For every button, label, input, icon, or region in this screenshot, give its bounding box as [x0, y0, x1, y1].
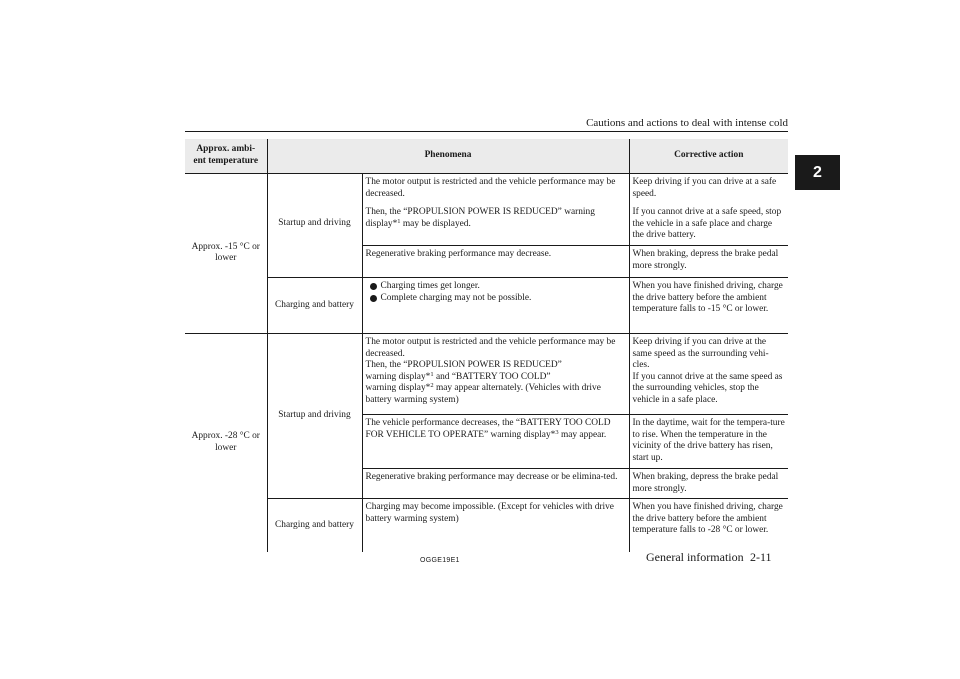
- column-header-phenomena: Phenomena: [267, 139, 629, 174]
- header-rule: [185, 131, 788, 132]
- action-cell: When braking, depress the brake pedal more strongly.: [629, 245, 788, 277]
- phenomena-text-part: warning display*: [365, 383, 431, 394]
- condition-charging-battery: Charging and battery: [267, 277, 362, 333]
- phenomena-text-part: and “BATTERY TOO COLD”: [433, 371, 551, 382]
- action-cell: In the daytime, wait for the tempera-ture to rise. When the temperature in the vicinity of the drive battery has risen, start up.: [629, 414, 788, 468]
- table-row: [185, 333, 788, 414]
- phenomena-text: [366, 372, 626, 384]
- document-code: OGGE19E1: [420, 557, 460, 564]
- action-cell: When you have finished driving, charge the drive battery before the ambient temperature falls to -28 °C or lower.: [629, 499, 788, 552]
- bullet-text: Charging times get longer.: [380, 280, 480, 291]
- action-cell: [629, 333, 788, 414]
- phenomena-text: [366, 383, 626, 406]
- condition-charging-battery: Charging and battery: [267, 499, 362, 552]
- condition-startup-driving: Startup and driving: [267, 333, 362, 498]
- chapter-tab: 2: [795, 155, 840, 190]
- action-text: If you cannot drive at the same speed as the surrounding vehicles, stop the vehicle in a safe place.: [632, 371, 783, 405]
- table-row: [185, 174, 788, 246]
- action-text: If you cannot drive at a safe speed, stop the vehicle in a safe place and charge the drive battery.: [632, 207, 782, 241]
- temperature-minus28-line2: lower: [215, 442, 237, 453]
- phenomena-cell: Charging may become impossible. (Except for vehicles with drive battery warming system): [362, 499, 629, 552]
- temperature-minus15-line1: Approx. -15 °C or: [191, 241, 260, 252]
- phenomena-text: The motor output is restricted and the vehicle performance may be decreased.: [365, 336, 616, 359]
- column-header-temperature: [185, 139, 267, 174]
- phenomena-cell: Regenerative braking performance may decrease.: [362, 245, 629, 277]
- temperature-minus28-line1: Approx. -28 °C or: [191, 431, 260, 442]
- column-header-temperature-line2: ent temperature: [193, 156, 259, 166]
- page-header-title: Cautions and actions to deal with intense cold: [586, 117, 788, 129]
- phenomena-cell: [362, 414, 629, 468]
- action-cell: When braking, depress the brake pedal more strongly.: [629, 468, 788, 498]
- footnote-marker: 1: [397, 217, 401, 225]
- phenomena-cell: [362, 277, 629, 333]
- column-header-corrective-action: Corrective action: [629, 139, 788, 174]
- footnote-marker: 1: [430, 370, 434, 378]
- cold-weather-table: [185, 139, 788, 552]
- phenomena-cell: [362, 333, 629, 414]
- phenomena-text-part: warning display*: [365, 371, 431, 382]
- table-row: [185, 499, 788, 552]
- footnote-marker: 3: [555, 428, 559, 436]
- temperature-cell-minus15: [185, 174, 267, 334]
- page-number: 2-11: [750, 550, 772, 564]
- phenomena-text-part: Then, the “PROPULSION POWER IS REDUCED” warning display*: [365, 207, 595, 229]
- phenomena-text: The motor output is restricted and the vehicle performance may be decreased.: [365, 177, 616, 199]
- phenomena-text-part: The vehicle performance decreases, the “BATTERY TOO COLD FOR VEHICLE TO OPERATE” warning display*: [365, 417, 611, 440]
- phenomena-cell: [362, 174, 629, 246]
- action-cell: When you have finished driving, charge the drive battery before the ambient temperature falls to -15 °C or lower.: [629, 277, 788, 333]
- phenomena-text: [366, 207, 626, 230]
- footer-section-title: General information: [646, 550, 744, 564]
- table-row: [185, 277, 788, 333]
- action-cell: [629, 174, 788, 246]
- action-text: Keep driving if you can drive at a safe speed.: [632, 177, 777, 199]
- phenomena-text: Then, the “PROPULSION POWER IS REDUCED”: [365, 360, 562, 371]
- phenomena-bullet-list: [366, 281, 626, 304]
- column-header-temperature-line1: Approx. ambi-: [196, 144, 256, 155]
- list-item: [366, 293, 626, 305]
- list-item: [366, 281, 626, 293]
- phenomena-cell: Regenerative braking performance may decrease or be elimina-ted.: [362, 468, 629, 498]
- phenomena-text-part: may appear alternately. (Vehicles with drive battery warming system): [365, 383, 601, 405]
- action-text: Keep driving if you can drive at the same speed as the surrounding vehi-cles.: [632, 336, 769, 371]
- footnote-marker: 2: [430, 382, 434, 390]
- temperature-cell-minus28: [185, 333, 267, 551]
- bullet-icon: [370, 283, 377, 290]
- phenomena-text-part: may appear.: [558, 429, 607, 440]
- phenomena-text-part: may be displayed.: [400, 218, 471, 229]
- table-header-row: [185, 139, 788, 174]
- condition-startup-driving: Startup and driving: [267, 174, 362, 278]
- bullet-text: Complete charging may not be possible.: [380, 292, 532, 303]
- bullet-icon: [370, 295, 377, 302]
- temperature-minus15-line2: lower: [215, 253, 237, 264]
